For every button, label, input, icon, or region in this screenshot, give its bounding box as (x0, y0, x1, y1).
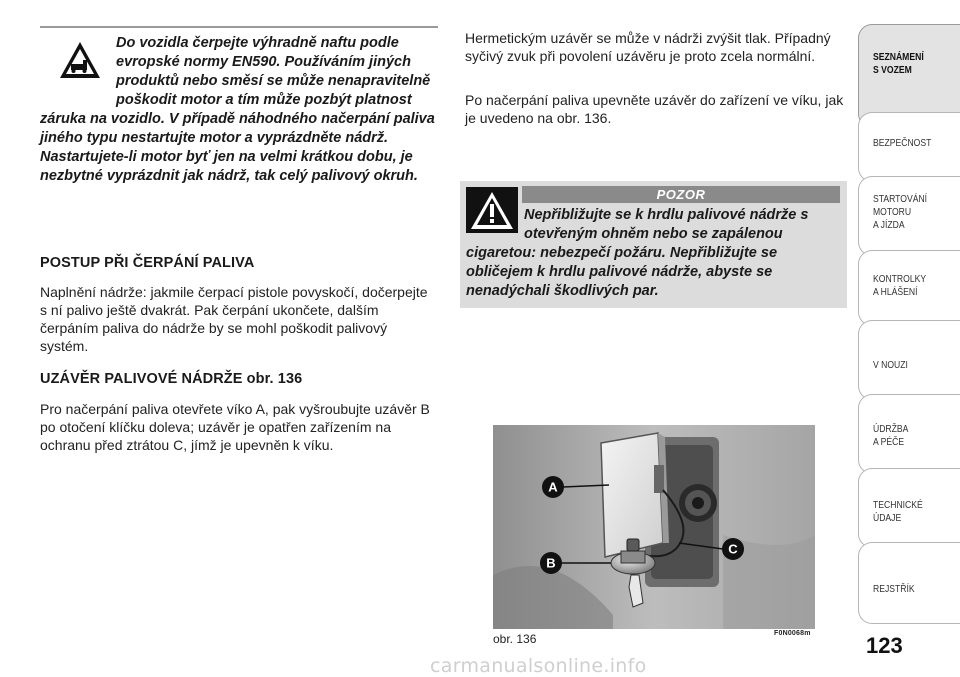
tab-label: BEZPEČNOST (873, 137, 932, 149)
pressure-note: Hermetickým uzávěr se může v nádrži zvýšit tlak. Případný syčivý zvuk při povolení uzávěru je proto zcela normální. (465, 30, 831, 64)
tab-label: REJSTŘÍK (873, 583, 915, 595)
label-c: C (728, 541, 738, 557)
tab-rejstrik[interactable] (858, 542, 960, 624)
fuel-cap-heading (40, 371, 302, 387)
pozor-text-block (466, 206, 836, 301)
tab-udrzba[interactable] (858, 394, 960, 474)
tab-technicke-udaje[interactable] (858, 468, 960, 548)
tab-bezpecnost[interactable] (858, 112, 960, 182)
cap-refit-note: Po načerpání paliva upevněte uzávěr do zařízení ve víku, jak je uvedeno na obr. 136. (465, 92, 844, 126)
tab-label: TECHNICKÉ ÚDAJE (873, 499, 923, 524)
tab-v-nouzi[interactable] (858, 320, 960, 400)
diesel-warning-note (40, 34, 440, 186)
tab-startovani-motoru[interactable] (858, 176, 960, 256)
page-number: 123 (866, 633, 903, 658)
refuel-procedure-text: Naplnění nádrže: jakmile čerpací pistole povyskočí, dočerpejte s ní palivo ještě dvakrát. Pak čerpání ukončete, dalším čerpáním paliva do nádrže by se mohl poškodit palivový systém. (40, 284, 428, 354)
watermark: carmanualsonline.info (430, 655, 647, 677)
figure-caption: obr. 136 (493, 632, 537, 646)
figure-code: F0N0068m (774, 630, 811, 637)
tab-label: KONTROLKY A HLÁŠENÍ (873, 273, 927, 298)
pozor-title: POZOR (522, 186, 840, 203)
tab-label: V NOUZI (873, 359, 908, 371)
tab-label: SEZNÁMENÍ S VOZEM (873, 51, 924, 76)
label-b: B (546, 555, 556, 571)
refuel-procedure-heading: POSTUP PŘI ČERPÁNÍ PALIVA (40, 255, 255, 271)
fuel-cap-heading-text: UZÁVĚR PALIVOVÉ NÁDRŽE (40, 371, 243, 387)
fuel-cap-figure-ref: obr. 136 (246, 371, 303, 387)
fuel-filler-figure (493, 425, 815, 629)
tab-label: ÚDRŽBA A PÉČE (873, 423, 909, 448)
fuel-filler-illustration (493, 425, 815, 629)
fuel-cap-text: Pro načerpání paliva otevřete víko A, pak vyšroubujte uzávěr B po otočení klíčku doleva; uzávěr je opatřen zařízením na ochranu před ztrátou C, jímž je upevněn k víku. (40, 401, 430, 453)
tab-label: STARTOVÁNÍ MOTORU A JÍZDA (873, 193, 928, 231)
note-text: Do vozidla čerpejte výhradně naftu podle evropské normy EN590. Používáním jiných produktů nebo směsí se může nenapravitelně poškodit motor a tím může pozbýt platnost záruka na vozidlo. V případě náhodného načerpání paliva jiného typu nestartujte motor a vyprázdněte nádrž. Nastartujete-li motor byť jen na velmi krátkou dobu, je nezbytné vyprázdnit jak nádrž, tak celý palivový okruh. (40, 35, 435, 184)
note-top-rule (40, 26, 438, 28)
label-a: A (548, 479, 558, 495)
pozor-text: Nepřibližujte se k hrdlu palivové nádrže s otevřeným ohněm nebo se zapálenou cigaretou: nebezpečí požáru. Nepřibližujte se obličejem k hrdlu palivové nádrže, abyste se nenadýchali škodlivých par. (466, 207, 809, 299)
tab-kontrolky[interactable] (858, 250, 960, 326)
